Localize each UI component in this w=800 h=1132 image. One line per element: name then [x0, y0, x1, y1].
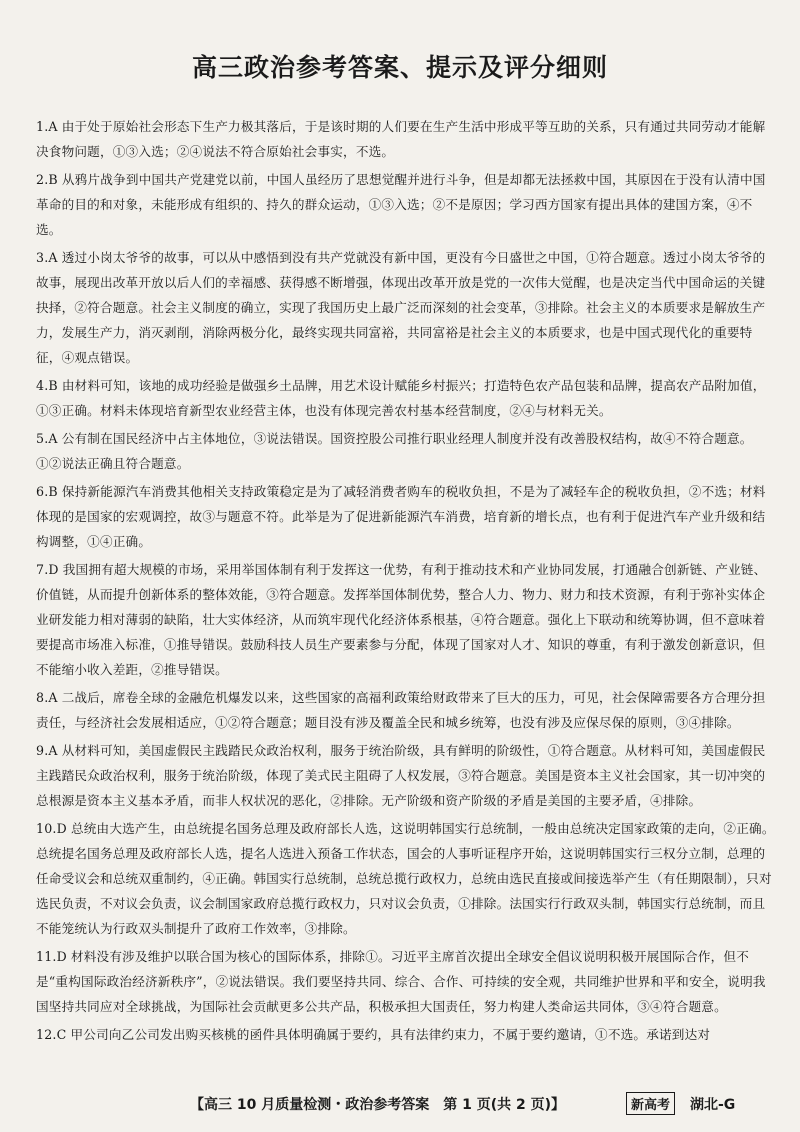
question-answer: A: [48, 119, 58, 134]
answer-list: [36, 114, 776, 1050]
question-explanation: 保持新能源汽车消费其他相关支持政策稳定是为了减轻消费者购车的税收负担，不是为了减轻车企的税收负担，②不选；材料体现的是国家的宏观调控，故③与题意不符。此举是为了促进新能源汽车消费，培育新的增长点，也有利于促进汽车产业升级和结构调整，①④正确。: [36, 484, 766, 549]
question-item-2: [36, 167, 776, 242]
question-item-6: [36, 479, 776, 554]
question-number: 3.: [36, 250, 49, 265]
question-answer: C: [56, 1027, 67, 1042]
question-answer: A: [48, 431, 58, 446]
question-explanation: 由材料可知，该地的成功经验是做强乡土品牌，用艺术设计赋能乡村振兴；打造特色农产品包装和品牌，提高农产品附加值，①③正确。材料未体现培育新型农业经营主体，也没有体现完善农村基本经营制度，②④与材料无关。: [36, 378, 766, 418]
page-title: 高三政治参考答案、提示及评分细则: [191, 53, 608, 82]
question-explanation: 二战后，席卷全球的金融危机爆发以来，这些国家的高福利政策给财政带来了巨大的压力，可见，社会保障需要各方合理分担责任，与经济社会发展相适应，①②符合题意；题目没有涉及覆盖全民和城乡统筹，也没有涉及应保尽保的原则，③④排除。: [36, 690, 766, 730]
question-number: 6.: [36, 484, 49, 499]
question-explanation: 从鸦片战争到中国共产党建党以前，中国人虽经历了思想觉醒并进行斗争，但是却都无法拯救中国，其原因在于没有认清中国革命的目的和对象，未能形成有组织的、持久的群众运动，①③入选；②不是原因；学习西方国家有提出具体的建国方案，④不选。: [36, 172, 766, 237]
question-number: 7.: [36, 562, 49, 577]
question-answer: A: [48, 743, 58, 758]
question-explanation: 总统由大选产生，由总统提名国务总理及政府部长人选，这说明韩国实行总统制，一般由总统决定国家政策的走向，②正确。总统提名国务总理及政府部长人选，提名人选进入预备工作状态，国会的人事听证程序开始，这说明韩国实行三权分立制，总理的任命受议会和总统双重制约，④正确。韩国实行总统制，总统总揽行政权力，总统由选民直接或间接选举产生（有任期限制），只对选民负责，不对议会负责，议会制国家政府总揽行政权力，只对议会负责，①排除。法国实行行政双头制，韩国实行总统制，而且不能笼统认为行政双头制提升了政府工作效率，③排除。: [36, 821, 775, 936]
question-number: 11.: [36, 949, 57, 964]
exam-badge: 新高考: [626, 1092, 675, 1115]
question-answer: B: [48, 172, 58, 187]
question-answer: D: [56, 949, 67, 964]
question-item-3: [36, 245, 776, 370]
question-explanation: 材料没有涉及维护以联合国为核心的国际体系，排除①。习近平主席首次提出全球安全倡议说明积极开展国际合作，但不是“重构国际政治经济新秩序”，②说法错误。我们要坚持共同、综合、合作、可持续的安全观，共同维护世界和平和安全，说明我国坚持共同应对全球挑战，为国际社会贡献更多公共产品，积极承担大国责任，努力构建人类命运共同体，③④符合题意。: [36, 949, 766, 1014]
question-item-5: [36, 426, 776, 476]
question-number: 8.: [36, 690, 49, 705]
question-explanation: 我国拥有超大规模的市场，采用举国体制有利于发挥这一优势，有利于推动技术和产业协同发展，打通融合创新链、产业链、价值链，从而提升创新体系的整体效能，③符合题意。发挥举国体制优势，整合人力、物力、财力和技术资源，有利于弥补实体企业研发能力相对薄弱的缺陷，壮大实体经济，从而筑牢现代化经济体系根基，④符合题意。强化上下联动和统筹协调，但不意味着要提高市场准入标准，①推导错误。鼓励科技人员生产要素参与分配，体现了国家对人才、知识的尊重，有利于激发创新意识，但不能缩小收入差距，②推导错误。: [36, 562, 767, 677]
question-answer: A: [48, 250, 58, 265]
question-answer: B: [48, 378, 58, 393]
question-item-7: [36, 557, 776, 682]
question-answer: B: [48, 484, 58, 499]
region-code: 湖北-G: [690, 1097, 736, 1113]
page-footer: [0, 1092, 800, 1118]
question-number: 4.: [36, 378, 49, 393]
question-item-9: [36, 738, 776, 813]
question-answer: A: [48, 690, 58, 705]
footer-page-info: 【高三 10 月质量检测・政治参考答案 第 1 页(共 2 页)】: [190, 1097, 566, 1113]
question-number: 5.: [36, 431, 49, 446]
question-answer: D: [56, 821, 67, 836]
question-number: 10.: [36, 821, 57, 836]
question-item-12: [36, 1022, 776, 1047]
question-number: 2.: [36, 172, 49, 187]
question-explanation: 公有制在国民经济中占主体地位，③说法错误。国资控股公司推行职业经理人制度并没有改善股权结构，故④不符合题意。①②说法正确且符合题意。: [36, 431, 753, 471]
question-item-4: [36, 373, 776, 423]
question-item-10: [36, 816, 776, 941]
question-number: 1.: [36, 119, 49, 134]
question-item-11: [36, 944, 776, 1019]
question-number: 12.: [36, 1027, 57, 1042]
question-explanation: 从材料可知，美国虚假民主践踏民众政治权利，服务于统治阶级，具有鲜明的阶级性，①符合题意。从材料可知，美国虚假民主践踏民众政治权利，服务于统治阶级，体现了美式民主阻碍了人权发展，③符合题意。美国是资本主义社会国家，其一切冲突的总根源是资本主义基本矛盾，而非人权状况的恶化，②排除。无产阶级和资产阶级的矛盾是美国的主要矛盾，④排除。: [36, 743, 766, 808]
question-number: 9.: [36, 743, 49, 758]
question-item-8: [36, 685, 776, 735]
question-explanation: 透过小岗太爷爷的故事，可以从中感悟到没有共产党就没有新中国，更没有今日盛世之中国，①符合题意。透过小岗太爷爷的故事，展现出改革开放以后人们的幸福感、获得感不断增强，体现出改革开放是党的一次伟大觉醒，也是决定当代中国命运的关键抉择，②符合题意。社会主义制度的确立，实现了我国历史上最广泛而深刻的社会变革，③排除。社会主义的本质要求是解放生产力，发展生产力，消灭剥削，消除两极分化，最终实现共同富裕，共同富裕是社会主义的本质要求，也是中国式现代化的重要特征，④观点错误。: [36, 250, 766, 365]
question-explanation: 甲公司向乙公司发出购买核桃的函件具体明确属于要约，具有法律约束力，不属于要约邀请，①不选。承诺到达对: [70, 1027, 711, 1042]
question-item-1: [36, 114, 776, 164]
question-answer: D: [48, 562, 59, 577]
question-explanation: 由于处于原始社会形态下生产力极其落后，于是该时期的人们要在生产生活中形成平等互助的关系，只有通过共同劳动才能解决食物问题，①③入选；②④说法不符合原始社会事实，不选。: [36, 119, 766, 159]
